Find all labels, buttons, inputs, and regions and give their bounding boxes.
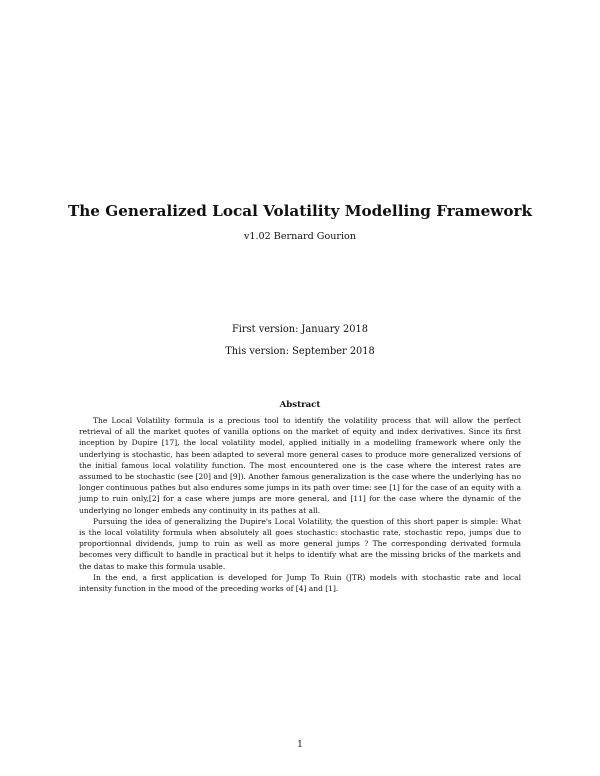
abstract-heading: Abstract xyxy=(279,400,321,410)
abstract-body xyxy=(79,415,521,594)
page-number: 1 xyxy=(297,740,303,750)
first-version-date: First version: January 2018 xyxy=(232,324,368,335)
paper-title: The Generalized Local Volatility Modelling Framework xyxy=(67,202,533,220)
this-version-date: This version: September 2018 xyxy=(225,346,375,357)
abstract-paragraph-3: In the end, a first application is developed for Jump To Ruin (JTR) models with stochastic rate and local intensity function in the mood of the preceding works of [4] and [1]. xyxy=(79,572,521,594)
abstract-paragraph-1: The Local Volatility formula is a precious tool to identify the volatility process that will allow the perfect retrieval of all the market quotes of vanilla options on the market of equity and index derivatives. Since its first inception by Dupire [17], the local volatility model, applied initially in a modelling framework where only the underlying is stochastic, has been adapted to several more general cases to produce more generalized versions of the initial famous local volatility function. The most encountered one is the case where the interest rates are assumed to be stochastic (see [20] and [9]). Another famous generalization is the case where the underlying has no longer continuous pathes but also endures some jumps in its path over time: see [1] for the case of an equity with a jump to ruin only,[2] for a case where jumps are more general, and [11] for the case where the dynamic of the underlying no longer embeds any continuity in its pathes at all. xyxy=(79,416,521,515)
abstract-paragraph-2: Pursuing the idea of generalizing the Dupire's Local Volatility, the question of this short paper is simple: What is the local volatility formula when absolutely all goes stochastic: stochastic rate, stochastic repo, jumps due to proportionnal dividends, jump to ruin as well as more general jumps ? The corresponding derivated formula becomes very difficult to handle in practical but it helps to identify what are the missing bricks of the markets and the datas to make this formula usable. xyxy=(79,516,521,571)
paper-author: v1.02 Bernard Gourion xyxy=(243,231,357,242)
